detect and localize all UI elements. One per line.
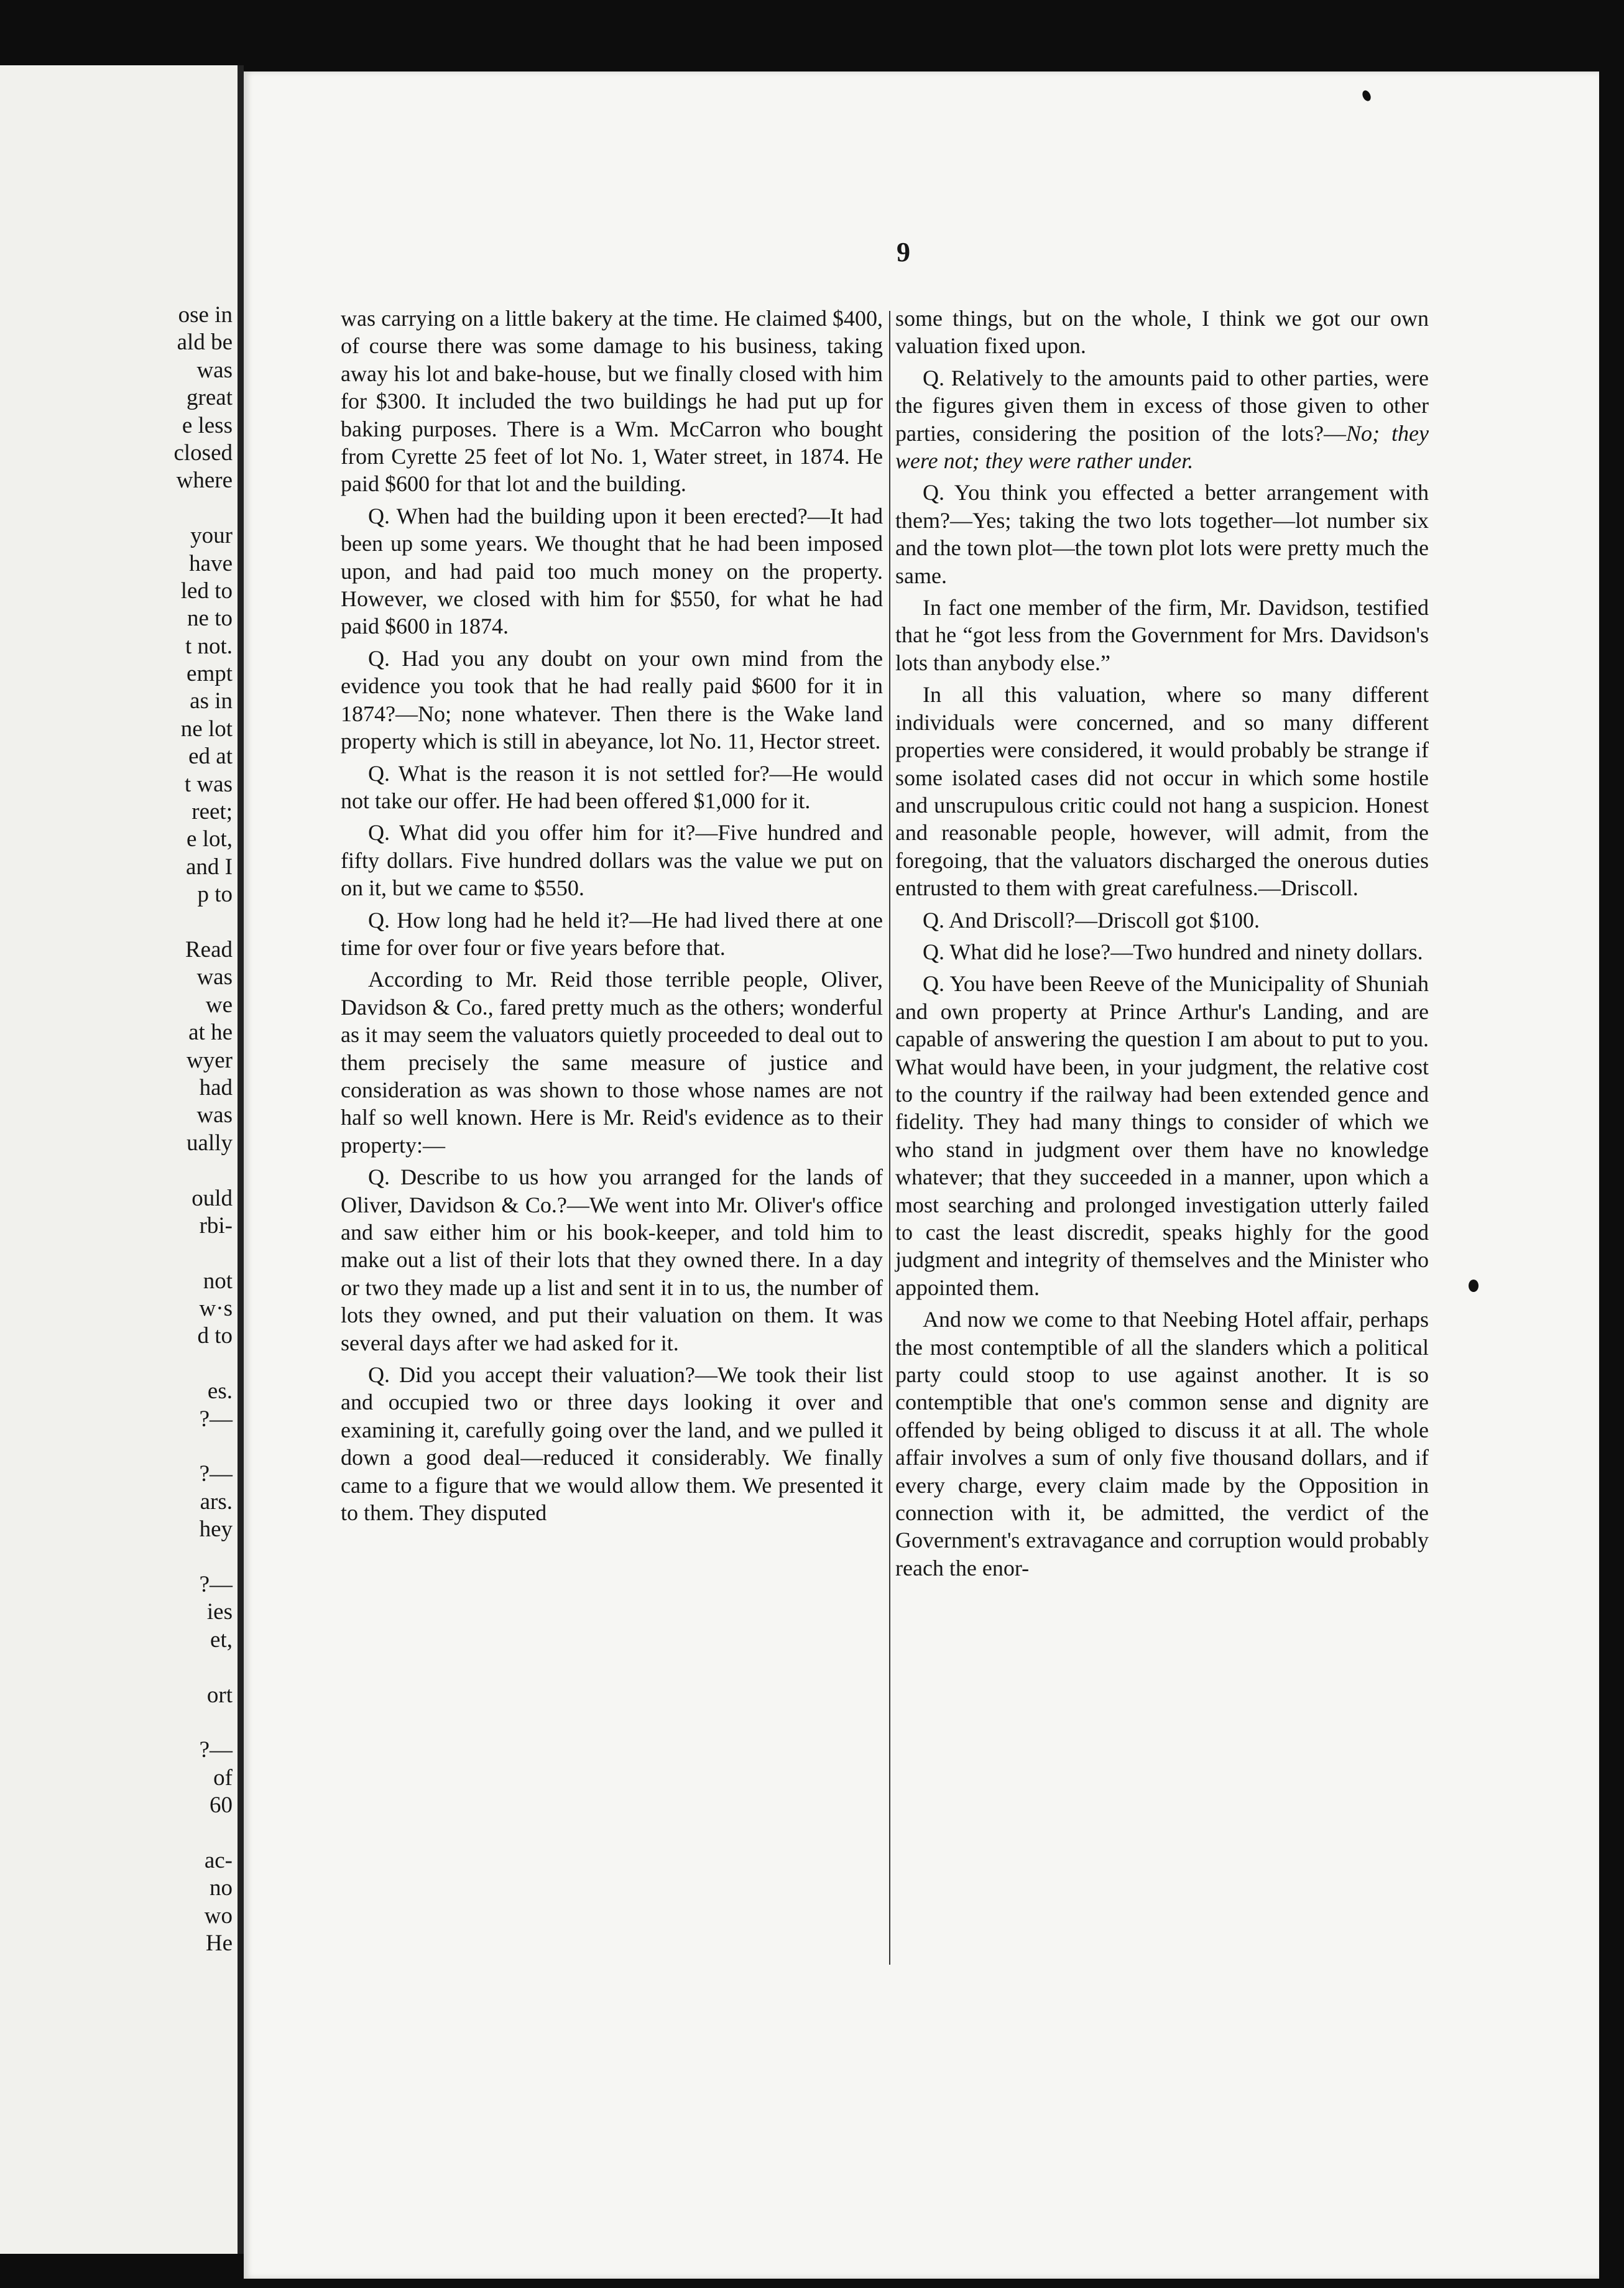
facing-page-line: of (213, 1764, 233, 1791)
facing-page-line: closed (173, 440, 233, 466)
facing-page-line: ?— (199, 1571, 233, 1597)
facing-page-line (127, 1350, 233, 1378)
paragraph (895, 1306, 1429, 1582)
paragraph (895, 594, 1429, 676)
facing-page-line (127, 1819, 233, 1847)
facing-page-line: had (199, 1074, 233, 1100)
facing-page-line: ?— (199, 1406, 233, 1432)
facing-page-line: ne to (187, 606, 233, 632)
paragraph-text: Q. You think you effected a better arrangement with them?—Yes; taking the two lots together—lot number six and the town plot—the town plot lots were pretty much the same. (895, 480, 1429, 588)
paragraph (341, 906, 883, 962)
facing-page-line: d to (197, 1323, 233, 1349)
paragraph-text: Q. What did he lose?—Two hundred and ninety dollars. (923, 939, 1423, 964)
facing-page-line: empt (187, 661, 233, 687)
facing-page-line: He (205, 1930, 233, 1957)
paragraph-text: According to Mr. Reid those terrible people, Oliver, Davidson & Co., fared pretty much as the others; wonderful as it may seem the valuators quietly proceeded to deal out to them precisely the same measure of justice and consideration as was shown to those whose names are not half so well known. Here is Mr. Reid's evidence as to their property:— (341, 967, 883, 1158)
facing-page-line: Read (185, 936, 233, 962)
paragraph (341, 1163, 883, 1357)
paragraph-text: Q. Relatively to the amounts paid to other parties, were the figures given them in excess of those given to other parties, considering the position of the lots?— (895, 365, 1429, 446)
facing-page-line: ?— (199, 1737, 233, 1763)
facing-page-line: ose in (178, 302, 233, 328)
facing-page-line: ac- (204, 1847, 233, 1873)
paragraph (895, 681, 1429, 902)
facing-page-line: your (190, 523, 233, 549)
facing-page-line: was (196, 1102, 233, 1128)
facing-page-line: ies (206, 1599, 233, 1625)
facing-page-line (127, 1433, 233, 1460)
paragraph (895, 305, 1429, 360)
facing-page-line: great (187, 385, 233, 411)
facing-page-line: ort (206, 1682, 233, 1708)
facing-page-line: hey (199, 1516, 233, 1543)
facing-page-line (127, 1654, 233, 1681)
facing-page-line: and I (186, 854, 233, 880)
paragraph-text: And now we come to that Neebing Hotel affair, perhaps the most contemptible of all the slanders which a political party could stoop to use against another. It is so contemptible that one's common sense and dignity are offended by being obliged to discuss it at all. The whole affair involves a sum of only five thousand dollars, and if every charge, every claim made by the Opposition in connection with it, be admitted, the verdict of the Government's extravagance and corruption would probably reach the enor- (895, 1307, 1429, 1580)
paragraph (341, 502, 883, 640)
paragraph-text: Q. What is the reason it is not settled for?—He would not take our offer. He had been offered $1,000 for it. (341, 760, 883, 813)
paragraph (895, 938, 1429, 966)
facing-page-line: was (196, 357, 233, 383)
facing-page-line: was (196, 964, 233, 990)
paragraph (341, 1361, 883, 1526)
facing-page-line: t was (184, 771, 233, 797)
paragraph (341, 760, 883, 815)
facing-page-line: e lot, (187, 826, 233, 852)
facing-page-line: no (210, 1875, 233, 1901)
facing-page-line: led to (180, 578, 233, 604)
facing-page-line: rbi- (199, 1212, 233, 1239)
facing-page-line: ould (191, 1185, 233, 1211)
facing-page-line: p to (197, 882, 233, 908)
book-gutter (238, 65, 244, 2254)
facing-page-line: reet; (191, 799, 233, 825)
facing-page-text-fragments (127, 302, 233, 1957)
text-column-left (341, 305, 883, 1531)
facing-page-line: ald be (177, 330, 233, 356)
scan-speck (1469, 1280, 1479, 1292)
facing-page-line: 60 (210, 1792, 233, 1819)
paragraph (341, 645, 883, 755)
paragraph-text: In all this valuation, where so many different individuals were concerned, and so many different properties were considered, it would probably be strange if some isolated cases did not occur in which some hostile and unscrupulous critic could not hang a suspicion. Honest and reasonable people, however, will admit, from the foregoing, that the valuators discharged the onerous duties entrusted to them with great carefulness.—Driscoll. (895, 682, 1429, 901)
paragraph (895, 970, 1429, 1301)
facing-page-line: ed at (188, 744, 233, 770)
italic-answer: No; they were not; they were rather under. (895, 420, 1429, 474)
facing-page-line (127, 1240, 233, 1267)
paragraph (341, 305, 883, 498)
facing-page-line (127, 1544, 233, 1571)
facing-page-line: ne lot (180, 716, 233, 742)
paragraph (341, 819, 883, 902)
paragraph (895, 364, 1429, 475)
paragraph (895, 906, 1429, 934)
paragraph (895, 479, 1429, 589)
facing-page-line: have (189, 550, 233, 576)
facing-page-line: w·s (199, 1296, 233, 1322)
paragraph-text: Q. You have been Reeve of the Municipality of Shuniah and own property at Prince Arthur's Landing, and are capable of answering the question I am about to put to you. What would have been, in your judgment, the relative cost to the country if the railway had been extended gence and fidelity. They had many things to consider of which we who stand in judgment over them have no knowledge whatever; that they succeeded in a manner, upon which a most searching and prolonged investigation utterly failed to cast the least discredit, speaks highly for the good judgment and integrity of themselves and the Minister who appointed them. (895, 971, 1429, 1300)
paragraph-text: Q. Had you any doubt on your own mind from the evidence you took that he had really paid $600 for it in 1874?—No; none whatever. Then there is the Wake land property which is still in abeyance, lot No. 11, Hector street. (341, 645, 883, 754)
paragraph-text: Q. Describe to us how you arranged for the lands of Oliver, Davidson & Co.?—We went into Mr. Oliver's office and saw either him or his book-keeper, and told him to make out a list of their lots that they owned there. In a day or two they made up a list and sent it in to us, the number of lots they owned, and put their valuation on them. It was several days after we had asked for it. (341, 1165, 883, 1355)
paragraph (341, 966, 883, 1159)
facing-page-line (127, 1157, 233, 1184)
facing-page-line: as in (190, 688, 233, 714)
paragraph-text: In fact one member of the firm, Mr. Davidson, testified that he “got less from the Government for Mrs. Davidson's lots than anybody else.” (895, 595, 1429, 675)
facing-page-line: wyer (187, 1047, 233, 1073)
facing-page-line: at he (188, 1020, 233, 1046)
paragraph-text: Q. When had the building upon it been erected?—It had been up some years. We thought that he had been imposed upon, and had paid too much money on the property. However, we closed with him for $550, for what he had paid $600 in 1874. (341, 503, 883, 639)
column-divider (889, 311, 890, 1965)
facing-page-line: e less (182, 412, 233, 438)
facing-page-line (127, 1709, 233, 1737)
paragraph-text: some things, but on the whole, I think we got our own valuation fixed upon. (895, 306, 1429, 359)
facing-page-line: et, (210, 1626, 233, 1653)
facing-page-line (127, 909, 233, 936)
facing-page-line: ually (187, 1130, 233, 1156)
facing-page-line: ars. (200, 1488, 233, 1515)
facing-page (0, 65, 238, 2254)
facing-page-line: not (203, 1268, 233, 1294)
facing-page-line: we (205, 992, 233, 1018)
paragraph-text: Q. Did you accept their valuation?—We took their list and occupied two or three days looking it over and examining it, carefully going over the land, and we pulled it down a good deal—reduced it considerably. We finally came to a figure that we would allow them. We presented it to them. They disputed (341, 1362, 883, 1526)
facing-page-line: wo (204, 1903, 233, 1929)
page-number: 9 (897, 237, 910, 267)
paragraph-text: Q. And Driscoll?—Driscoll got $100. (923, 907, 1260, 933)
paragraph-text: Q. What did you offer him for it?—Five hundred and fifty dollars. Five hundred dollars was the value we put on on it, but we came to $550. (341, 820, 883, 901)
text-column-right (895, 305, 1429, 1586)
paragraph-text: was carrying on a little bakery at the time. He claimed $400, of course there was some damage to his business, taking away his lot and bake-house, but we finally closed with him for $300. It included the two buildings he had put up for baking purposes. There is a Wm. McCarron who bought from Cyrette 25 feet of lot No. 1, Water street, in 1874. He paid $600 for that lot and the building. (341, 306, 883, 497)
facing-page-line (127, 495, 233, 522)
paragraph-text: Q. How long had he held it?—He had lived there at one time for over four or five years before that. (341, 907, 883, 960)
facing-page-line: ?— (199, 1461, 233, 1487)
facing-page-line: es. (207, 1378, 233, 1405)
facing-page-line: where (176, 468, 233, 494)
facing-page-line: t not. (185, 633, 233, 659)
